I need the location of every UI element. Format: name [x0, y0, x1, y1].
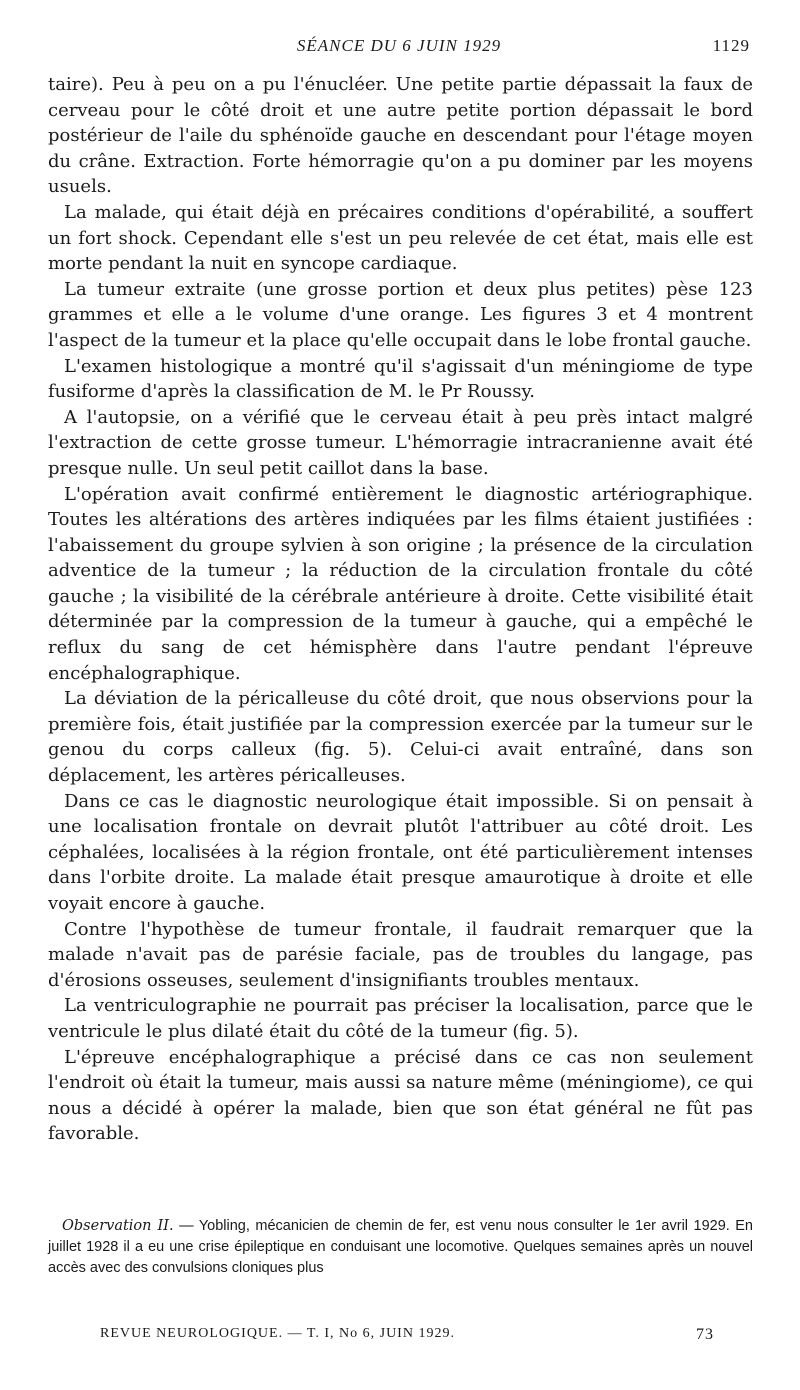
paragraph: La malade, qui était déjà en précaires conditions d'opérabilité, a souffert un fort shock. Cependant elle s'est un peu relevée de cet état, mais elle est morte pendant la nuit en syncope cardiaque. — [48, 201, 753, 275]
paragraph: L'opération avait confirmé entièrement le diagnostic artériographique. Toutes les altérations des artères indiquées par les films étaient justifiées : l'abaissement du groupe sylvien à son origine ; la présence de la circulation adventice de la tumeur ; la réduction de la circulation frontale du côté gauche ; la visibilité de la cérébrale antérieure à droite. Cette visibilité était déterminée par la compression de la tumeur à gauche, qui a empêché le reflux du sang de cet hémisphère dans l'autre pendant l'épreuve encéphalographique. — [48, 483, 753, 684]
page-footer — [100, 1326, 714, 1348]
paragraph: Contre l'hypothèse de tumeur frontale, il faudrait remarquer que la malade n'avait pas de parésie faciale, pas de troubles du langage, pas d'érosions osseuses, seulement d'insignifiants troubles mentaux. — [48, 918, 753, 991]
paragraph: A l'autopsie, on a vérifié que le cerveau était à peu près intact malgré l'extraction de cette grosse tumeur. L'hémorragie intracranienne avait été presque nulle. Un seul petit caillot dans la base. — [48, 406, 753, 479]
paragraph: L'épreuve encéphalographique a précisé dans ce cas non seulement l'endroit où était la tumeur, mais aussi sa nature même (méningiome), ce qui nous a décidé à opérer la malade, bien que son état général ne fût pas favorable. — [48, 1046, 753, 1145]
header-title: SÉANCE DU 6 JUIN 1929 — [296, 36, 502, 55]
observation-text: — Yobling, mécanicien de chemin de fer, est venu nous consulter le 1er avril 1929. En juillet 1928 il a eu une crise épileptique en conduisant une locomotive. Quelques semaines après un nouvel accès avec des convulsions cloniques plus — [48, 1218, 753, 1276]
page-number: 1129 — [712, 36, 750, 55]
journal-reference: REVUE NEUROLOGIQUE. — T. I, No 6, JUIN 1929. — [100, 1326, 455, 1341]
paragraph: L'examen histologique a montré qu'il s'agissait d'un méningiome de type fusiforme d'après la classification de M. le Pr Roussy. — [48, 355, 753, 403]
body-text — [48, 72, 753, 1147]
running-header — [48, 36, 750, 60]
folio-number: 73 — [696, 1326, 714, 1343]
paragraph: La déviation de la péricalleuse du côté droit, que nous observions pour la première fois, était justifiée par la compression exercée par la tumeur sur le genou du corps calleux (fig. 5). Celui-ci avait entraîné, dans son déplacement, les artères péricalleuses. — [48, 688, 753, 787]
observation-lead: Observation II. — [62, 1218, 174, 1234]
paragraph: Dans ce cas le diagnostic neurologique était impossible. Si on pensait à une localisation frontale on devrait plutôt l'attribuer au côté droit. Les céphalées, localisées à la région frontale, ont été particulièrement intenses dans l'orbite droite. La malade était presque amaurotique à droite et elle voyait encore à gauche. — [48, 790, 753, 914]
paragraph: taire). Peu à peu on a pu l'énucléer. Une petite partie dépassait la faux de cerveau pour le côté droit et une autre petite portion dépassait le bord postérieur de l'aile du sphénoïde gauche en descendant pour l'étage moyen du crâne. Extraction. Forte hémorragie qu'on a pu dominer par les moyens usuels. — [48, 74, 753, 198]
observation-paragraph — [48, 1216, 753, 1279]
paragraph: La ventriculographie ne pourrait pas préciser la localisation, parce que le ventricule le plus dilaté était du côté de la tumeur (fig. 5). — [48, 995, 753, 1042]
paragraph: La tumeur extraite (une grosse portion et deux plus petites) pèse 123 grammes et elle a le volume d'une orange. Les figures 3 et 4 montrent l'aspect de la tumeur et la place qu'elle occupait dans le lobe frontal gauche. — [48, 278, 753, 351]
